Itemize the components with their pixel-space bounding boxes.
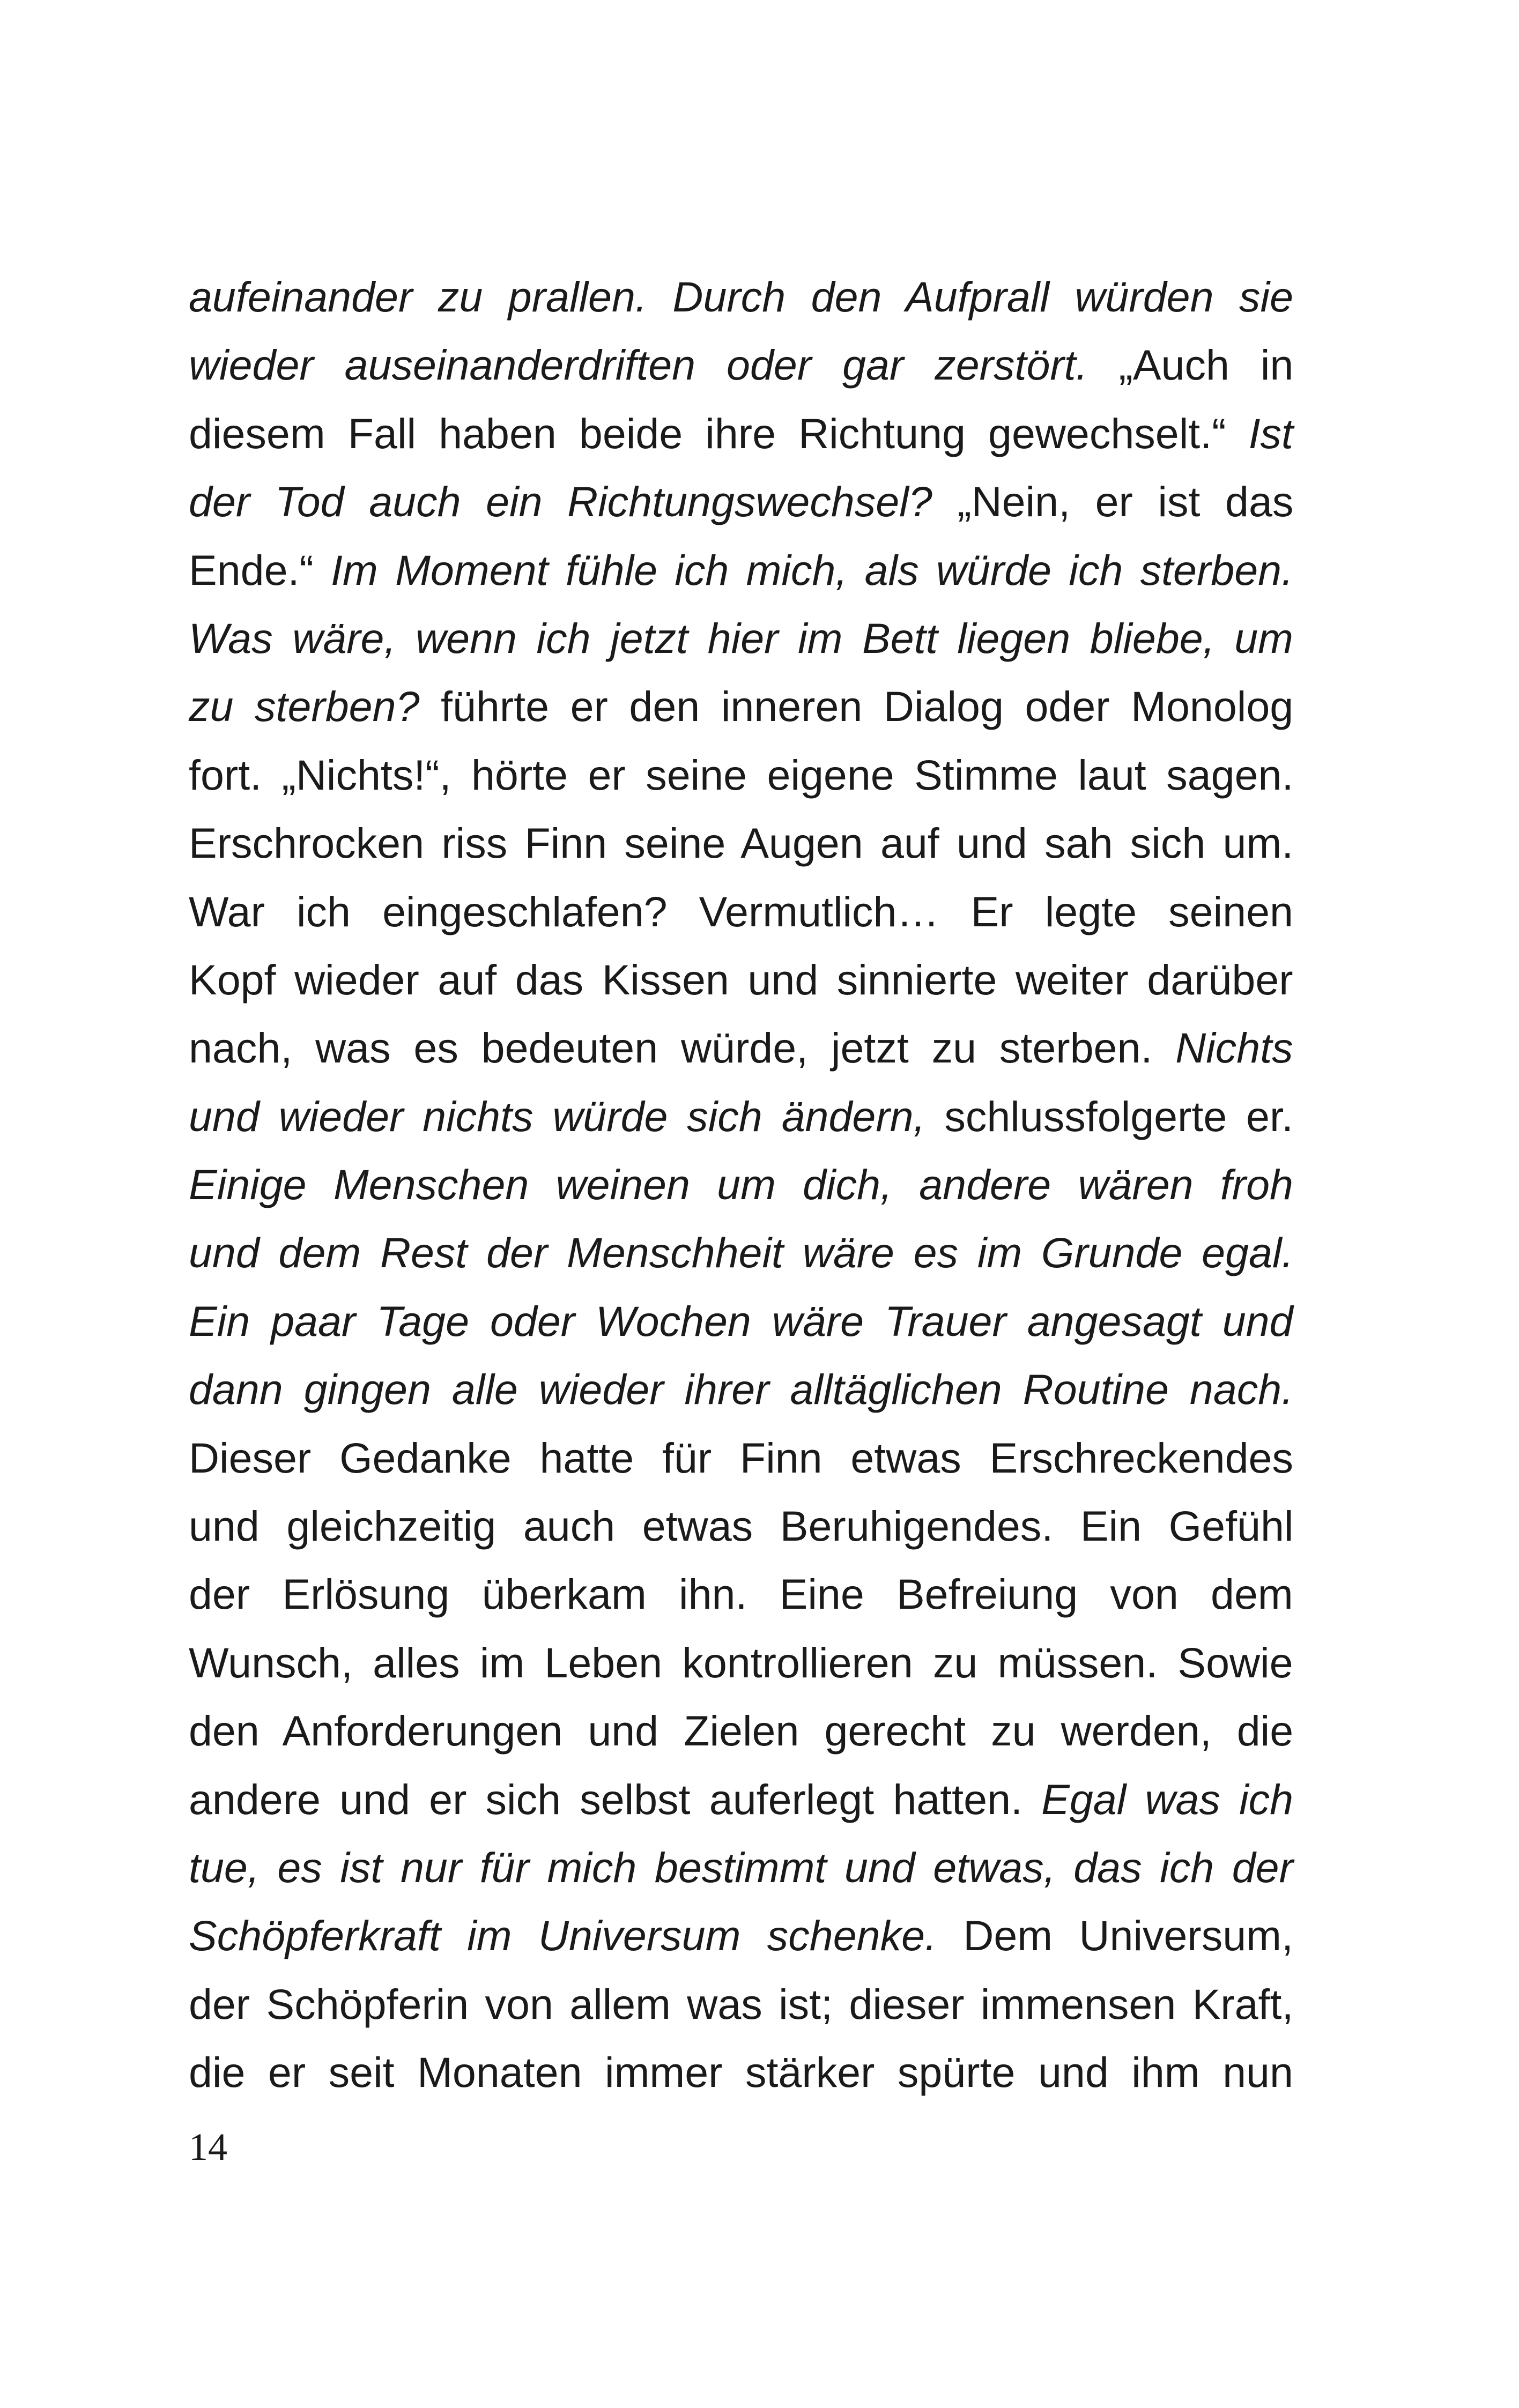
italic-text-segment: Schöpferkraft im Universum schenke. [189,1912,964,1960]
text-segment: Dem Universum, [963,1912,1293,1960]
text-line [189,1014,1293,1082]
text-segment: schlussfolgerte er. [944,1092,1293,1140]
text-line [189,741,1293,809]
italic-text-segment: zu sterben? [189,682,441,731]
text-segment: „Nein, er ist das [957,478,1294,526]
italic-text-segment: und wieder nichts würde sich ändern, [189,1092,945,1140]
text-segment: Dieser Gedanke hatte für Finn etwas Erschreckendes [189,1433,1293,1482]
text-segment: der Erlösung überkam ihn. Eine Befreiung von dem [189,1570,1293,1618]
text-line [189,1355,1293,1423]
italic-text-segment: Einige Menschen weinen um dich, andere wären froh [189,1161,1293,1209]
text-segment: diesem Fall haben beide ihre Richtung gewechselt.“ [189,409,1249,457]
text-segment: War ich eingeschlafen? Vermutlich… Er legte seinen [189,887,1293,935]
text-line [189,1424,1293,1492]
text-segment: Kopf wieder auf das Kissen und sinnierte weiter darüber [189,955,1293,1004]
italic-text-segment: Ist [1248,409,1293,457]
text-line [189,1901,1293,1969]
text-segment: Ende.“ [189,546,331,594]
text-segment: und gleichzeitig auch etwas Beruhigendes. Ein Gefühl [189,1502,1294,1550]
text-line [189,1560,1293,1628]
italic-text-segment: Was wäre, wenn ich jetzt hier im Bett liegen bliebe, um [189,614,1293,662]
italic-text-segment: der Tod auch ein Richtungswechsel? [189,478,958,526]
text-segment: fort. „Nichts!“, hörte er seine eigene Stimme laut sagen. [189,750,1294,799]
text-segment: Wunsch, alles im Leben kontrollieren zu müssen. Sowie [189,1638,1293,1686]
text-line [189,536,1293,604]
text-line [189,1082,1293,1150]
text-segment: der Schöpferin von allem was ist; dieser immensen Kraft, [189,1980,1294,2028]
italic-text-segment: wieder auseinanderdriften oder gar zerstört. [189,341,1119,389]
text-line [189,809,1293,877]
italic-text-segment: Nichts [1175,1024,1293,1072]
text-line [189,331,1293,399]
italic-text-segment: Egal was ich [1041,1775,1294,1823]
italic-text-segment: und dem Rest der Menschheit wäre es im Grunde egal. [189,1229,1294,1277]
text-line [189,1697,1293,1765]
text-line [189,1765,1293,1833]
text-segment: Erschrocken riss Finn seine Augen auf und sah sich um. [189,819,1294,867]
text-segment: führte er den inneren Dialog oder Monolog [441,682,1294,731]
page-number: 14 [189,2125,227,2168]
text-segment: nach, was es bedeuten würde, jetzt zu sterben. [189,1024,1176,1072]
italic-text-segment: aufeinander zu prallen. Durch den Aufprall würden sie [189,273,1294,321]
text-line [189,878,1293,946]
text-line [189,1150,1293,1218]
text-line [189,399,1293,467]
text-line [189,1218,1293,1287]
text-segment: die er seit Monaten immer stärker spürte und ihm nun [189,2048,1293,2097]
text-line [189,946,1293,1014]
italic-text-segment: dann gingen alle wieder ihrer alltäglichen Routine nach. [189,1365,1294,1414]
text-line [189,1970,1293,2038]
italic-text-segment: Im Moment fühle ich mich, als würde ich sterben. [331,546,1294,594]
text-segment: den Anforderungen und Zielen gerecht zu werden, die [189,1707,1294,1755]
text-line [189,1629,1293,1697]
text-line [189,1287,1293,1355]
body-text [189,263,1293,2107]
italic-text-segment: Ein paar Tage oder Wochen wäre Trauer angesagt und [189,1297,1293,1345]
text-segment: andere und er sich selbst auferlegt hatten. [189,1775,1042,1823]
text-line [189,263,1293,331]
text-line [189,1833,1293,1901]
text-line [189,467,1293,536]
text-line [189,604,1293,672]
text-line [189,1492,1293,1560]
text-line [189,2038,1293,2106]
text-segment: „Auch in [1118,341,1294,389]
text-line [189,672,1293,740]
italic-text-segment: tue, es ist nur für mich bestimmt und etwas, das ich der [189,1843,1293,1891]
